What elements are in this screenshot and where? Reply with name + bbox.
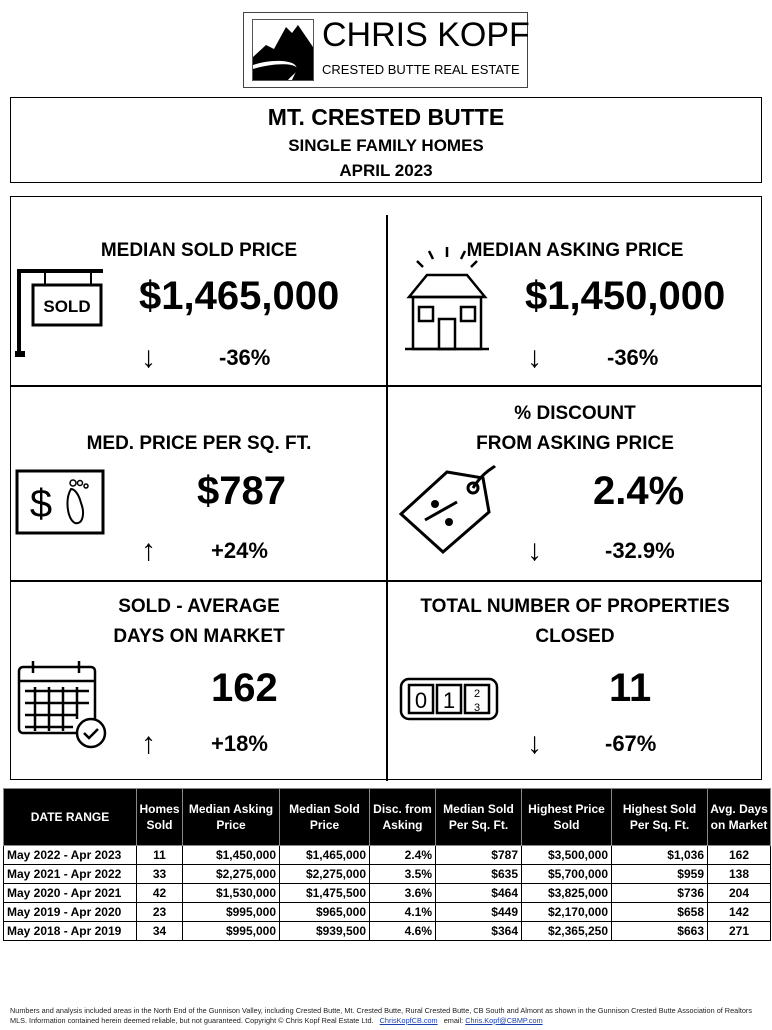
- column-header-line: Per Sq. Ft.: [629, 818, 690, 832]
- column-header-line: Per Sq. Ft.: [448, 818, 509, 832]
- table-cell: 3.6%: [370, 884, 436, 903]
- column-header-line: Highest Sold: [622, 802, 697, 816]
- down-arrow-icon: ↓: [527, 341, 542, 374]
- table-cell: 204: [708, 884, 771, 903]
- table-cell: $995,000: [183, 903, 280, 922]
- metric-label-line: SOLD - AVERAGE: [118, 596, 280, 617]
- sold-sign-icon: [15, 267, 105, 359]
- metric-label: MEDIAN SOLD PRICE: [100, 240, 298, 261]
- metric-value: $1,465,000: [139, 274, 340, 318]
- metric-value: 11: [609, 666, 652, 710]
- column-header-line: Asking: [382, 818, 423, 832]
- metric-value: $787: [197, 469, 286, 513]
- svg-text:SOLD: SOLD: [43, 297, 91, 316]
- dollar-footprint-icon: [15, 469, 105, 535]
- svg-text:1: 1: [442, 688, 456, 713]
- logo-name: CHRIS KOPF: [322, 16, 530, 54]
- table-cell: 2.4%: [370, 846, 436, 865]
- history-table: [3, 788, 771, 941]
- table-cell: 34: [137, 922, 183, 941]
- table-cell: $995,000: [183, 922, 280, 941]
- table-cell: 4.1%: [370, 903, 436, 922]
- table-cell: $2,365,250: [522, 922, 612, 941]
- table-cell: May 2018 - Apr 2019: [4, 922, 137, 941]
- column-header: [137, 789, 183, 846]
- table-row: [4, 865, 771, 884]
- column-header: [280, 789, 370, 846]
- table-cell: $2,275,000: [280, 865, 370, 884]
- page-title: MT. CRESTED BUTTE: [267, 104, 505, 130]
- metric-discount-from-asking: [387, 386, 763, 580]
- table-cell: $787: [436, 846, 522, 865]
- table-cell: $449: [436, 903, 522, 922]
- column-header-line: Median Sold: [289, 802, 360, 816]
- table-row: [4, 903, 771, 922]
- email-link[interactable]: Chris.Kopf@CBMP.com: [465, 1016, 543, 1025]
- table-cell: $3,500,000: [522, 846, 612, 865]
- table-cell: May 2019 - Apr 2020: [4, 903, 137, 922]
- table-cell: $364: [436, 922, 522, 941]
- table-cell: $464: [436, 884, 522, 903]
- metric-days-on-market: [11, 581, 387, 781]
- table-cell: $1,475,500: [280, 884, 370, 903]
- mountain-river-logo-icon: [252, 19, 314, 81]
- house-icon: [399, 247, 495, 357]
- column-header-line: DATE RANGE: [30, 810, 110, 824]
- table-cell: $635: [436, 865, 522, 884]
- up-arrow-icon: ↑: [141, 534, 156, 567]
- metric-change: +24%: [211, 538, 268, 563]
- column-header-line: Median Sold: [443, 802, 514, 816]
- report-period: APRIL 2023: [339, 161, 433, 180]
- metric-change: -32.9%: [605, 538, 675, 563]
- column-header: [522, 789, 612, 846]
- table-cell: 23: [137, 903, 183, 922]
- metric-label: MED. PRICE PER SQ. FT.: [86, 433, 312, 454]
- column-header-line: Price: [309, 818, 340, 832]
- metric-label: MEDIAN ASKING PRICE: [466, 240, 684, 261]
- price-tag-icon: [397, 464, 497, 554]
- metric-value: $1,450,000: [525, 274, 726, 318]
- column-header: [183, 789, 280, 846]
- metric-label-line: FROM ASKING PRICE: [476, 433, 674, 454]
- down-arrow-icon: ↓: [141, 341, 156, 374]
- table-cell: $939,500: [280, 922, 370, 941]
- column-header: [708, 789, 771, 846]
- logo: [243, 12, 528, 88]
- svg-text:$: $: [29, 482, 53, 526]
- calendar-check-icon: [17, 659, 109, 751]
- column-header: [612, 789, 708, 846]
- table-cell: 162: [708, 846, 771, 865]
- table-cell: $965,000: [280, 903, 370, 922]
- footer-disclaimer: [10, 1006, 770, 1026]
- up-arrow-icon: ↑: [141, 727, 156, 760]
- table-row: [4, 884, 771, 903]
- metric-change: -36%: [219, 345, 271, 370]
- table-cell: $3,825,000: [522, 884, 612, 903]
- table-cell: $1,530,000: [183, 884, 280, 903]
- metric-label-line: TOTAL NUMBER OF PROPERTIES: [420, 596, 730, 617]
- table-cell: May 2022 - Apr 2023: [4, 846, 137, 865]
- metric-label-line: DAYS ON MARKET: [113, 626, 285, 647]
- table-cell: $2,275,000: [183, 865, 280, 884]
- table-cell: 33: [137, 865, 183, 884]
- column-header-line: Disc. from: [373, 802, 432, 816]
- metric-price-per-sqft: [11, 386, 387, 580]
- metric-change: -67%: [605, 731, 657, 756]
- svg-text:0: 0: [414, 688, 428, 713]
- down-arrow-icon: ↓: [527, 727, 542, 760]
- table-cell: $1,036: [612, 846, 708, 865]
- svg-text:3: 3: [473, 702, 481, 714]
- page-subtitle: SINGLE FAMILY HOMES: [288, 136, 484, 155]
- column-header: [436, 789, 522, 846]
- table-cell: $1,450,000: [183, 846, 280, 865]
- svg-text:2: 2: [473, 688, 481, 700]
- column-header-line: Sold: [146, 818, 173, 832]
- table-row: [4, 846, 771, 865]
- metric-change: -36%: [607, 345, 659, 370]
- column-header-line: Avg. Days: [710, 802, 768, 816]
- table-cell: $1,465,000: [280, 846, 370, 865]
- table-cell: May 2021 - Apr 2022: [4, 865, 137, 884]
- table-cell: $736: [612, 884, 708, 903]
- email-label: email:: [443, 1016, 464, 1025]
- column-header: [4, 789, 137, 846]
- table-cell: 4.6%: [370, 922, 436, 941]
- column-header-line: on Market: [710, 818, 768, 832]
- table-cell: $658: [612, 903, 708, 922]
- metric-label-line: CLOSED: [535, 626, 615, 647]
- column-header-line: Price: [216, 818, 246, 832]
- table-cell: 138: [708, 865, 771, 884]
- logo-tagline: CRESTED BUTTE REAL ESTATE: [322, 62, 520, 77]
- table-row: [4, 922, 771, 941]
- table-cell: 3.5%: [370, 865, 436, 884]
- metric-median-sold-price: [11, 197, 387, 385]
- metrics-grid: [10, 196, 762, 780]
- column-header-line: Highest Price: [528, 802, 605, 816]
- metric-properties-closed: [387, 581, 763, 781]
- table-cell: May 2020 - Apr 2021: [4, 884, 137, 903]
- column-header: [370, 789, 436, 846]
- table-cell: 42: [137, 884, 183, 903]
- table-cell: $5,700,000: [522, 865, 612, 884]
- metric-label-line: % DISCOUNT: [514, 403, 636, 424]
- table-cell: 11: [137, 846, 183, 865]
- disclaimer-text: Numbers and analysis included areas in the North End of the Gunnison Valley, including Crested Butte, Mt. Crested Butte, Rural Crested Butte, CB South and Almont as shown in the Gunnison Crested Butte Association of Realtors MLS. Information contained herein deemed reliable, but not guaranteed. Copyright © Chris Kopf Real Estate Ltd.: [10, 1006, 752, 1025]
- report-header: [10, 97, 762, 183]
- metric-median-asking-price: [387, 197, 763, 385]
- table-cell: $959: [612, 865, 708, 884]
- down-arrow-icon: ↓: [527, 534, 542, 567]
- website-link[interactable]: ChrisKopfCB.com: [379, 1016, 438, 1025]
- metric-value: 2.4%: [593, 469, 685, 513]
- table-cell: $2,170,000: [522, 903, 612, 922]
- counter-icon: [399, 677, 499, 721]
- table-header-row: [4, 789, 771, 846]
- table-cell: 142: [708, 903, 771, 922]
- table-cell: 271: [708, 922, 771, 941]
- metric-change: +18%: [211, 731, 268, 756]
- column-header-line: Sold: [553, 818, 580, 832]
- table-cell: $663: [612, 922, 708, 941]
- column-header-line: Median Asking: [188, 802, 274, 816]
- metric-value: 162: [211, 666, 278, 710]
- column-header-line: Homes: [139, 802, 180, 816]
